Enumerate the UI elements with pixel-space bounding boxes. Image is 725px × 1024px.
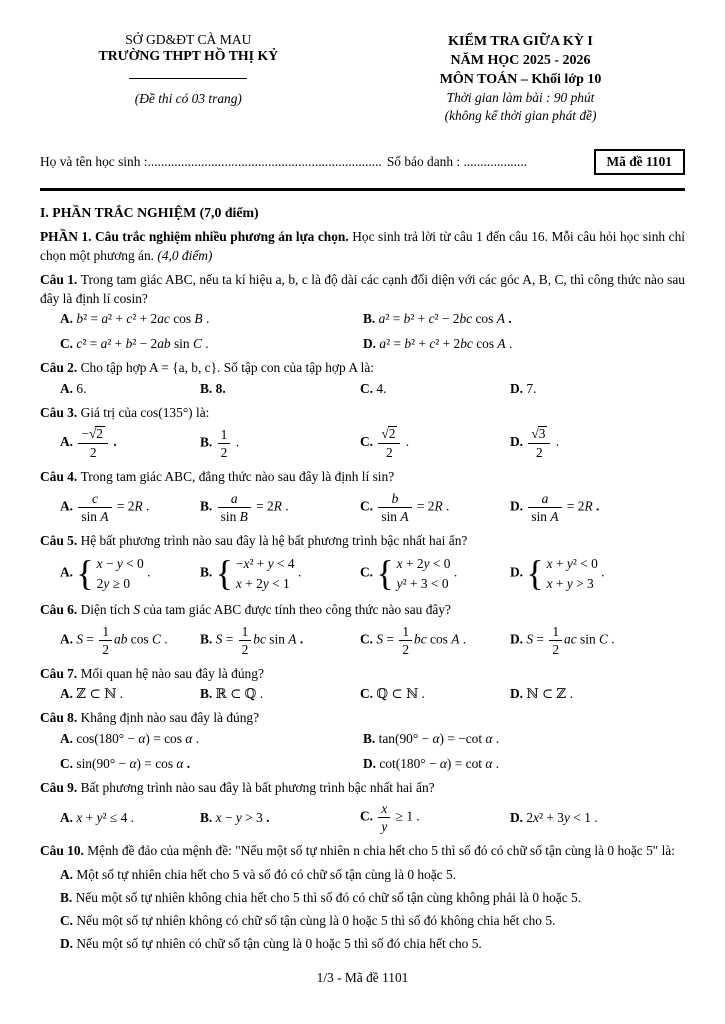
numerator: 1 xyxy=(239,624,252,641)
question-6 xyxy=(40,601,685,659)
numerator xyxy=(218,491,251,508)
option-label: A. xyxy=(60,380,77,396)
option-C: C. S = $\frac{1}{2}$ bc cos A . xyxy=(360,623,467,657)
fraction xyxy=(78,491,111,524)
cases-line: x + 2y < 1 xyxy=(235,575,290,591)
question-label: Câu 10. xyxy=(40,843,88,859)
header-right xyxy=(356,32,685,124)
option-C: C. { x + 2y < 0 y² + 3 < 0 . xyxy=(360,553,458,594)
option-C: C. c² = a² + b² − 2ab sin C . xyxy=(60,336,209,352)
math-variable: bc xyxy=(253,631,266,647)
option-label: D. xyxy=(510,809,527,825)
math-variable: α xyxy=(176,755,184,771)
bold-text: . xyxy=(186,755,191,771)
question-text: Câu 8. Khẳng định nào sau đây là đúng? xyxy=(40,710,260,726)
option-B: B. a² = b² + c² − 2bc cos A . xyxy=(363,311,512,327)
math-variable: A xyxy=(496,311,505,327)
left-brace: { xyxy=(76,553,94,594)
bold-text: . xyxy=(596,498,600,514)
cases-lines xyxy=(97,554,144,593)
option-label: B. xyxy=(200,631,216,647)
left-brace: { xyxy=(376,553,394,594)
question-10 xyxy=(40,842,685,953)
options xyxy=(40,552,685,595)
option-A: A. Một số tự nhiên chia hết cho 5 và số đó có chữ số tận cùng là 0 hoặc 5. xyxy=(60,866,457,882)
math-variable: y xyxy=(267,556,274,572)
option-label: D. xyxy=(510,434,527,450)
option-label: D. xyxy=(510,631,527,647)
question-text: Câu 3. Giá trị của cos(135°) là: xyxy=(40,404,210,420)
option-D: D. cot(180° − α) = cot α . xyxy=(363,755,500,771)
cases-lines xyxy=(236,554,295,593)
math-variable: R xyxy=(134,498,143,514)
question-label: Câu 4. xyxy=(40,469,81,485)
question-4 xyxy=(40,468,685,526)
math-variable: A xyxy=(451,631,460,647)
fraction xyxy=(78,426,108,460)
left-brace: { xyxy=(215,553,233,594)
math-variable: y xyxy=(235,809,242,825)
fraction xyxy=(218,491,251,524)
denominator: 2 xyxy=(220,444,228,460)
math-variable: A xyxy=(100,508,109,524)
math-variable: ab xyxy=(114,631,128,647)
math-variable: R xyxy=(584,498,593,514)
question-label: Câu 3. xyxy=(40,404,81,420)
question-5 xyxy=(40,532,685,595)
math-variable: A xyxy=(400,508,409,524)
option-C: C. Nếu một số tự nhiên không có chữ số tận cùng là 0 hoặc 5 thì số đó không chia hết cho 5. xyxy=(60,912,556,928)
option-D: D. $\frac{a}{\text{sin A}}$ = 2R . xyxy=(510,490,600,524)
denominator: 2 xyxy=(552,641,560,657)
math-variable: y xyxy=(96,809,103,825)
bold-text: 8. xyxy=(215,380,226,396)
cases-line: x + y > 3 xyxy=(546,575,594,591)
duration-note: (không kể thời gian phát đề) xyxy=(444,107,597,123)
options xyxy=(40,310,685,353)
option-C: C. 4. xyxy=(360,380,387,396)
subject-grade: MÔN TOÁN – Khối lớp 10 xyxy=(439,72,602,88)
math-variable: A xyxy=(550,508,559,524)
option-label: C. xyxy=(360,434,377,450)
option-label: C. xyxy=(360,808,377,824)
student-row xyxy=(40,149,685,175)
numerator: 1 xyxy=(99,624,112,641)
option-C: C. sin(90° − α) = cos α . xyxy=(60,755,191,771)
bold-text: . xyxy=(299,631,304,647)
math-variable: y xyxy=(103,575,110,591)
option-A: A. cos(180° − α) = cos α . xyxy=(60,730,200,746)
separator-line xyxy=(40,188,685,191)
math-variable: B xyxy=(194,311,203,327)
denominator: sin A xyxy=(531,508,559,524)
option-label: C. xyxy=(360,686,377,702)
square-root xyxy=(89,426,105,441)
math-variable: y xyxy=(566,556,573,572)
math-variable: x xyxy=(381,801,388,817)
option-label: A. xyxy=(60,809,77,825)
denominator: 2 xyxy=(89,445,97,461)
option-D: D. 2x² + 3y < 1 . xyxy=(510,809,598,825)
math-variable: α xyxy=(432,730,440,746)
radicand: 2 xyxy=(388,426,396,442)
bold-text: . xyxy=(508,311,512,327)
numerator xyxy=(78,491,111,508)
math-variable: x xyxy=(533,809,540,825)
option-C: C. $\frac{√2}{2}$ . xyxy=(360,426,410,461)
option-D: D. { x + y² < 0 x + y > 3 . xyxy=(510,553,605,594)
option-label: D. xyxy=(363,755,380,771)
math-variable: c xyxy=(126,311,133,327)
numerator xyxy=(528,426,550,444)
math-variable: b xyxy=(76,311,84,327)
radical-sign: √ xyxy=(88,426,97,442)
math-variable: bc xyxy=(459,311,473,327)
option-A xyxy=(60,424,200,462)
question-1 xyxy=(40,271,685,353)
math-variable: x xyxy=(96,556,103,572)
school-year: NĂM HỌC 2025 - 2026 xyxy=(450,53,591,69)
option-label: A. xyxy=(60,564,77,580)
section-title: I. PHẦN TRẮC NGHIỆM (7,0 điểm) xyxy=(40,205,259,221)
page-footer: 1/3 - Mã đề 1101 xyxy=(316,970,409,985)
math-variable: ab xyxy=(157,336,171,352)
options xyxy=(40,799,685,836)
math-variable: ac xyxy=(564,631,577,647)
math-variable: B xyxy=(239,508,248,524)
radicand: 3 xyxy=(538,426,546,442)
option-D: D. ℕ ⊂ ℤ . xyxy=(510,686,574,702)
math-variable: a xyxy=(230,490,238,506)
math-variable: y xyxy=(262,575,269,591)
math-variable: x xyxy=(215,809,222,825)
fraction xyxy=(99,624,112,657)
math-variable: c xyxy=(76,336,83,352)
option-label: C. xyxy=(60,912,77,928)
math-variable: y xyxy=(116,556,123,572)
option-label: D. xyxy=(510,498,527,514)
option-label: D. xyxy=(510,686,527,702)
math-variable: b xyxy=(403,311,411,327)
cases-lines xyxy=(397,554,451,593)
denominator xyxy=(378,818,390,834)
option-D: D. Nếu một số tự nhiên có chữ số tận cùng là 0 hoặc 5 thì số đó chia hết cho 5. xyxy=(60,935,482,951)
math-variable: a xyxy=(101,311,109,327)
header-divider-line xyxy=(129,78,247,79)
math-variable: S xyxy=(215,631,223,647)
denominator: 2 xyxy=(241,641,249,657)
math-variable: α xyxy=(485,755,493,771)
math-variable: a xyxy=(378,311,386,327)
part1-intro xyxy=(40,228,685,265)
numerator: 1 xyxy=(549,624,562,641)
math-variable: b xyxy=(391,490,399,506)
numerator: 1 xyxy=(218,427,231,444)
denominator: 2 xyxy=(402,641,410,657)
option-label: B. xyxy=(60,889,76,905)
math-variable: x xyxy=(546,556,553,572)
question-8 xyxy=(40,709,685,773)
options xyxy=(40,380,685,398)
option-label: A. xyxy=(60,311,77,327)
question-3 xyxy=(40,404,685,462)
pages-note: (Đề thi có 03 trang) xyxy=(134,91,242,106)
option-label: B. xyxy=(200,434,216,450)
exam-duration: Thời gian làm bài : 90 phút xyxy=(446,90,595,106)
question-label: Câu 5. xyxy=(40,532,81,548)
options xyxy=(40,424,685,462)
question-label: Câu 8. xyxy=(40,710,81,726)
fraction xyxy=(528,491,561,524)
option-label: A. xyxy=(60,498,77,514)
question-label: Câu 2. xyxy=(40,360,81,376)
math-variable: x xyxy=(396,556,403,572)
math-variable: S xyxy=(76,631,84,647)
cases-line: x − y < 0 xyxy=(96,556,144,572)
option-B: B. ℝ ⊂ ℚ . xyxy=(200,686,264,702)
option-B: B. S = $\frac{1}{2}$ bc sin A . xyxy=(200,623,304,657)
math-variable: x xyxy=(235,575,242,591)
math-variable: y xyxy=(566,575,573,591)
fraction xyxy=(378,801,390,834)
bold-text: . xyxy=(113,434,117,450)
question-label: Câu 7. xyxy=(40,665,81,681)
square-root xyxy=(381,426,397,441)
radicand: 2 xyxy=(96,426,103,442)
cases-system xyxy=(216,554,295,593)
cases-lines xyxy=(547,554,598,593)
numerator xyxy=(528,491,561,508)
cases-line: −x² + y < 4 xyxy=(235,556,295,572)
header xyxy=(40,32,685,124)
option-B: B. { −x² + y < 4 x + 2y < 1 . xyxy=(200,553,302,594)
part1-points: (4,0 điểm) xyxy=(157,247,213,263)
option-label: C. xyxy=(360,380,377,396)
math-variable: α xyxy=(439,755,447,771)
option-C: C. ℚ ⊂ ℕ . xyxy=(360,686,425,702)
option-label: D. xyxy=(510,564,527,580)
option-label: D. xyxy=(60,935,77,951)
part1-heading: PHẦN 1. Câu trắc nghiệm nhiều phương án lựa chọn. xyxy=(40,229,349,245)
option-label: B. xyxy=(200,809,216,825)
math-variable: C xyxy=(192,336,202,352)
math-variable: ac xyxy=(157,311,170,327)
math-variable: α xyxy=(129,755,137,771)
math-variable: c xyxy=(429,336,436,352)
numerator: 1 xyxy=(399,624,412,641)
option-label: A. xyxy=(60,434,77,450)
math-variable: bc xyxy=(414,631,427,647)
question-7 xyxy=(40,665,685,704)
math-variable: x xyxy=(76,809,83,825)
denominator: 2 xyxy=(386,445,393,461)
fraction xyxy=(549,624,562,657)
question-2 xyxy=(40,359,685,398)
option-label: C. xyxy=(360,564,377,580)
numerator xyxy=(378,491,411,508)
math-variable: S xyxy=(133,602,141,618)
exam-title: KIỂM TRA GIỮA KỲ I xyxy=(448,34,593,49)
denominator: 2 xyxy=(536,445,543,461)
fraction xyxy=(218,427,231,460)
options xyxy=(40,489,685,526)
option-A: A. { x − y < 0 2y ≥ 0 . xyxy=(60,553,151,594)
math-variable: R xyxy=(434,498,443,514)
cases-line: x + y² < 0 xyxy=(546,556,598,572)
math-variable: y xyxy=(423,556,430,572)
question-9 xyxy=(40,779,685,837)
cases-line: y² + 3 < 0 xyxy=(396,575,449,591)
denominator: sin A xyxy=(81,508,109,524)
math-variable: y xyxy=(381,819,388,835)
question-text: Câu 4. Trong tam giác ABC, đẳng thức nào sau đây là định lí sin? xyxy=(40,469,395,485)
option-A: A. 6. xyxy=(60,380,87,396)
option-A: A. x + y² ≤ 4 . xyxy=(60,809,134,825)
option-label: B. xyxy=(200,564,216,580)
department-name: SỞ GD&ĐT CÀ MAU xyxy=(125,32,252,47)
math-variable: y xyxy=(564,809,570,825)
question-text: Câu 7. Mối quan hệ nào sau đây là đúng? xyxy=(40,665,264,681)
numerator xyxy=(378,801,390,818)
cases-line: 2y ≥ 0 xyxy=(96,575,131,591)
question-text: Câu 9. Bất phương trình nào sau đây là bất phương trình bậc nhất hai ẩn? xyxy=(40,779,435,795)
options xyxy=(40,685,685,703)
math-variable: x xyxy=(243,556,250,572)
option-B: B. $\frac{a}{\text{sin B}}$ = 2R . xyxy=(200,490,289,524)
options xyxy=(40,730,685,773)
math-variable: S xyxy=(526,631,534,647)
math-variable: R xyxy=(273,498,282,514)
questions xyxy=(40,271,685,952)
option-label: C. xyxy=(360,631,377,647)
student-id-field: Số báo danh : ................... xyxy=(386,154,528,170)
option-label: B. xyxy=(363,311,379,327)
option-label: C. xyxy=(360,498,377,514)
math-variable: S xyxy=(376,631,384,647)
math-variable: α xyxy=(485,730,493,746)
option-A: A. S = $\frac{1}{2}$ ab cos C . xyxy=(60,623,168,657)
student-name-field: Họ và tên học sinh :...................................................................... xyxy=(40,154,382,170)
numerator xyxy=(378,426,400,444)
cases-system xyxy=(376,554,450,593)
option-B: B. tan(90° − α) = −cot α . xyxy=(363,730,500,746)
option-B xyxy=(200,380,360,398)
math-variable: bc xyxy=(460,336,473,352)
question-label: Câu 1. xyxy=(40,272,81,288)
option-B: B. Nếu một số tự nhiên không chia hết cho 5 thì số đó có chữ số tận cùng không phải là 0 hoặc 5. xyxy=(60,889,582,905)
option-label: B. xyxy=(200,380,216,396)
option-label: C. xyxy=(60,755,77,771)
option-label: A. xyxy=(60,730,77,746)
fraction xyxy=(399,624,412,657)
math-variable: a xyxy=(379,336,387,352)
question-text: Câu 6. Diện tích S của tam giác ABC được tính theo công thức nào sau đây? xyxy=(40,602,451,618)
math-variable: a xyxy=(100,336,108,352)
option-D: D. 7. xyxy=(510,380,537,396)
option-label: A. xyxy=(60,631,77,647)
bold-text: . xyxy=(266,809,270,825)
option-A: A. b² = a² + c² + 2ac cos B . xyxy=(60,311,210,327)
option-D: D. $\frac{√3}{2}$ . xyxy=(510,426,560,461)
option-D: D. a² = b² + c² + 2bc cos A . xyxy=(363,336,513,352)
square-root xyxy=(531,426,547,441)
denominator: 2 xyxy=(102,641,110,657)
cases-line: x + 2y < 0 xyxy=(396,556,451,572)
option-C: C. $\frac{b}{\text{sin A}}$ = 2R . xyxy=(360,490,450,524)
numerator: −√2 xyxy=(78,426,108,444)
math-variable: C xyxy=(151,631,161,647)
school-name: TRƯỜNG THPT HỒ THỊ KỶ xyxy=(98,48,279,63)
question-label: Câu 6. xyxy=(40,602,81,618)
math-variable: a xyxy=(541,490,549,506)
math-variable: y xyxy=(396,575,403,591)
fraction xyxy=(239,624,252,657)
option-label: B. xyxy=(363,730,379,746)
option-label: D. xyxy=(363,336,380,352)
math-variable: C xyxy=(599,631,608,647)
math-variable: x xyxy=(546,575,553,591)
option-B: B. x − y > 3 . xyxy=(200,809,270,825)
option-A: A. $\frac{c}{\text{sin A}}$ = 2R . xyxy=(60,490,150,524)
denominator: sin B xyxy=(220,508,248,524)
option-B: B. $\frac{1}{2}$ . xyxy=(200,426,240,460)
option-C: C. $\frac{x}{y}$ ≥ 1 . xyxy=(360,801,420,835)
radical-sign: √ xyxy=(531,426,539,442)
option-D: D. S = $\frac{1}{2}$ ac sin C . xyxy=(510,623,615,657)
options xyxy=(40,622,685,659)
option-label: B. xyxy=(200,686,216,702)
question-text: Câu 2. Cho tập hợp A = {a, b, c}. Số tập con của tập hợp A là: xyxy=(40,360,374,376)
header-left xyxy=(40,32,337,124)
fraction xyxy=(378,426,400,460)
math-variable: α xyxy=(138,730,146,746)
option-label: D. xyxy=(510,380,527,396)
option-label: B. xyxy=(200,498,216,514)
question-text: Câu 5. Hệ bất phương trình nào sau đây là hệ bất phương trình bậc nhất hai ẩn? xyxy=(40,532,468,548)
option-label: A. xyxy=(60,686,77,702)
exam-code-box: Mã đề 1101 xyxy=(594,149,685,175)
math-variable: A xyxy=(288,631,297,647)
left-brace: { xyxy=(526,553,544,594)
radical-sign: √ xyxy=(381,426,389,442)
cases-system xyxy=(76,554,143,593)
option-label: C. xyxy=(60,336,77,352)
options xyxy=(40,866,685,953)
fraction xyxy=(378,491,411,524)
math-variable: b xyxy=(404,336,412,352)
math-variable: c xyxy=(428,311,435,327)
math-variable: b xyxy=(125,336,133,352)
part1-description: Học sinh trả lời từ câu 1 đến câu 16. Mỗi câu hỏi học sinh chỉ chọn một phương án. xyxy=(40,229,685,263)
fraction xyxy=(528,426,550,460)
question-text: Câu 1. Trong tam giác ABC, nếu ta kí hiệu a, b, c là độ dài các cạnh đối diện với các góc A, B, C, thì công thức nào sau đây là định lí cosin? xyxy=(40,272,685,306)
option-label: A. xyxy=(60,866,77,882)
denominator: sin A xyxy=(381,508,409,524)
option-A: A. ℤ ⊂ ℕ . xyxy=(60,686,124,702)
math-variable: A xyxy=(497,336,506,352)
math-variable: α xyxy=(185,730,193,746)
cases-system xyxy=(526,554,597,593)
question-label: Câu 9. xyxy=(40,779,81,795)
question-text: Câu 10. Mệnh đề đảo của mệnh đề: "Nếu một số tự nhiên n chia hết cho 5 thì số đó có chữ số tận cùng là 0 hoặc 5" là: xyxy=(40,843,675,859)
math-variable: c xyxy=(91,490,98,506)
